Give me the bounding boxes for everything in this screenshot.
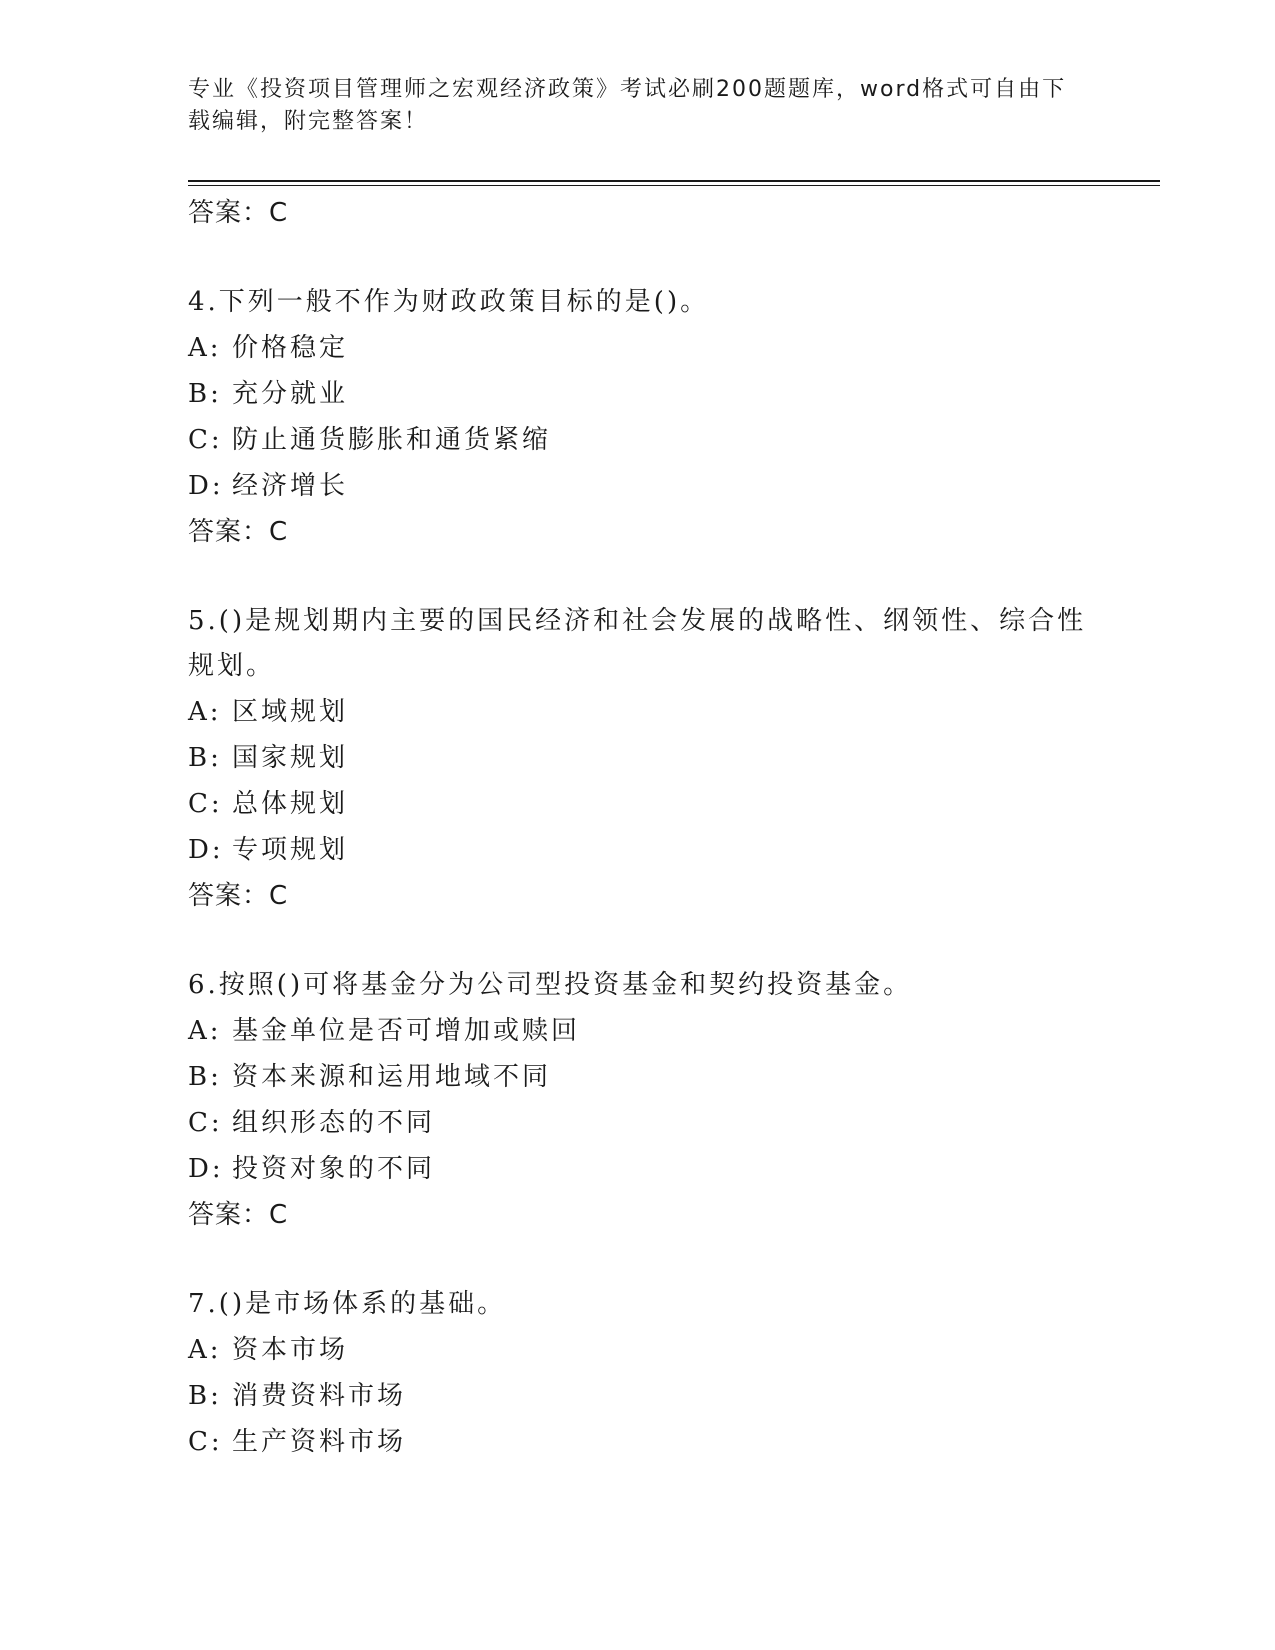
option-text: 资本来源和运用地域不同 xyxy=(232,1062,552,1092)
option-letter: A: xyxy=(188,1016,222,1046)
option-text: 国家规划 xyxy=(232,743,349,773)
option-a xyxy=(188,325,1088,371)
option-a xyxy=(188,1327,1088,1373)
question-item xyxy=(188,963,1088,1238)
option-c xyxy=(188,781,1088,827)
question-text: 6.按照()可将基金分为公司型投资基金和契约投资基金。 xyxy=(188,970,913,1000)
option-text: 区域规划 xyxy=(232,697,349,727)
question-list xyxy=(188,190,1088,1465)
option-text: 生产资料市场 xyxy=(232,1427,407,1457)
option-text: 总体规划 xyxy=(232,789,349,819)
answer-line: 答案：C xyxy=(188,517,289,547)
option-letter: A: xyxy=(188,1335,222,1365)
header-rule-thick xyxy=(188,180,1160,182)
option-letter: C: xyxy=(188,789,223,819)
option-text: 资本市场 xyxy=(232,1335,349,1365)
option-c xyxy=(188,417,1088,463)
answer-line: 答案：C xyxy=(188,1200,289,1230)
answer-line: 答案：C xyxy=(188,198,289,228)
question-item xyxy=(188,280,1088,555)
option-d xyxy=(188,827,1088,873)
option-text: 充分就业 xyxy=(232,379,349,409)
option-a xyxy=(188,689,1088,735)
option-text: 基金单位是否可增加或赎回 xyxy=(232,1016,581,1046)
option-text: 组织形态的不同 xyxy=(232,1108,436,1138)
question-text: 4.下列一般不作为财政政策目标的是()。 xyxy=(188,287,710,317)
option-text: 专项规划 xyxy=(232,835,349,865)
option-d xyxy=(188,463,1088,509)
option-letter: B: xyxy=(188,743,222,773)
document-intro: 专业《投资项目管理师之宏观经济政策》考试必刷200题题库，word格式可自由下载编辑，附完整答案！ xyxy=(188,77,1067,134)
option-letter: D: xyxy=(188,471,224,501)
option-letter: B: xyxy=(188,1381,222,1411)
option-b xyxy=(188,371,1088,417)
option-b xyxy=(188,1054,1088,1100)
option-d xyxy=(188,1146,1088,1192)
option-letter: A: xyxy=(188,697,222,727)
option-c xyxy=(188,1100,1088,1146)
option-text: 防止通货膨胀和通货紧缩 xyxy=(232,425,552,455)
option-text: 经济增长 xyxy=(232,471,349,501)
option-b xyxy=(188,1373,1088,1419)
option-b xyxy=(188,735,1088,781)
answer-line: 答案：C xyxy=(188,881,289,911)
option-letter: A: xyxy=(188,333,222,363)
option-letter: B: xyxy=(188,379,222,409)
option-text: 投资对象的不同 xyxy=(232,1154,436,1184)
option-letter: C: xyxy=(188,425,223,455)
option-letter: D: xyxy=(188,1154,224,1184)
question-item xyxy=(188,599,1088,919)
option-letter: D: xyxy=(188,835,224,865)
option-text: 价格稳定 xyxy=(232,333,349,363)
option-text: 消费资料市场 xyxy=(232,1381,407,1411)
option-letter: C: xyxy=(188,1427,223,1457)
option-a xyxy=(188,1008,1088,1054)
question-item xyxy=(188,1282,1088,1465)
question-text: 5.()是规划期内主要的国民经济和社会发展的战略性、纲领性、综合性规划。 xyxy=(188,606,1087,681)
question-text: 7.()是市场体系的基础。 xyxy=(188,1289,507,1319)
option-letter: B: xyxy=(188,1062,222,1092)
option-c xyxy=(188,1419,1088,1465)
option-letter: C: xyxy=(188,1108,223,1138)
header-rule-thin xyxy=(188,185,1160,186)
